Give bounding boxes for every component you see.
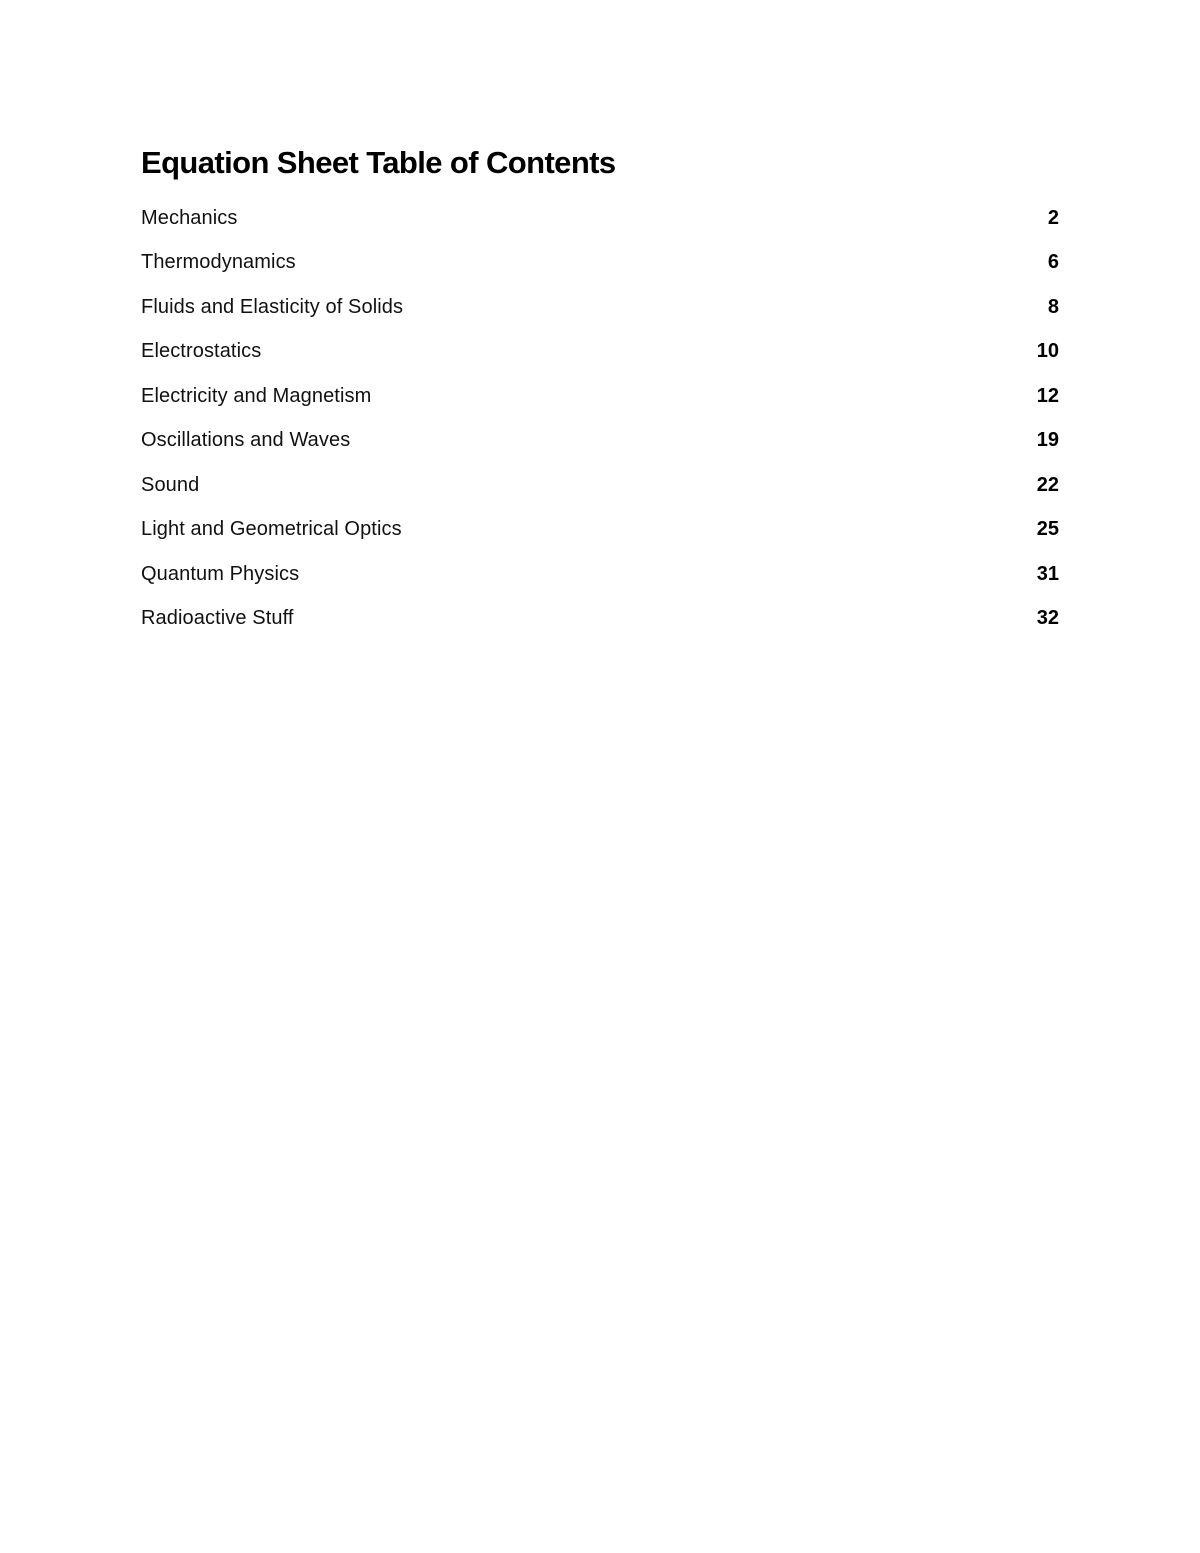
toc-entry-page-number: 19 <box>1036 429 1059 452</box>
toc-entry-fluids-and-elasticity[interactable] <box>141 285 1059 330</box>
toc-entry-page-number: 10 <box>1036 340 1059 363</box>
toc-entry-label: Oscillations and Waves <box>141 429 351 452</box>
toc-entry-electrostatics[interactable] <box>141 330 1059 375</box>
table-of-contents <box>141 196 1059 641</box>
toc-entry-page-number: 2 <box>1047 206 1059 229</box>
toc-entry-page-number: 22 <box>1036 473 1059 496</box>
toc-entry-label: Electrostatics <box>141 340 262 363</box>
toc-entry-page-number: 25 <box>1036 518 1059 541</box>
toc-entry-label: Mechanics <box>141 206 238 229</box>
toc-entry-oscillations-and-waves[interactable] <box>141 419 1059 464</box>
toc-entry-label: Electricity and Magnetism <box>141 384 372 407</box>
toc-entry-label: Fluids and Elasticity of Solids <box>141 295 404 318</box>
toc-entry-sound[interactable] <box>141 463 1059 508</box>
toc-entry-page-number: 32 <box>1036 607 1059 630</box>
toc-entry-thermodynamics[interactable] <box>141 241 1059 286</box>
toc-entry-quantum-physics[interactable] <box>141 552 1059 597</box>
toc-entry-electricity-and-magnetism[interactable] <box>141 374 1059 419</box>
toc-entry-light-and-optics[interactable] <box>141 508 1059 553</box>
toc-entry-page-number: 12 <box>1036 384 1059 407</box>
toc-entry-label: Quantum Physics <box>141 562 300 585</box>
toc-entry-page-number: 6 <box>1047 251 1059 274</box>
toc-entry-label: Radioactive Stuff <box>141 607 294 630</box>
toc-entry-page-number: 31 <box>1036 562 1059 585</box>
toc-entry-label: Light and Geometrical Optics <box>141 518 402 541</box>
toc-entry-mechanics[interactable] <box>141 196 1059 241</box>
toc-entry-label: Sound <box>141 473 200 496</box>
toc-entry-page-number: 8 <box>1047 295 1059 318</box>
toc-entry-radioactive-stuff[interactable] <box>141 597 1059 642</box>
page-title: Equation Sheet Table of Contents <box>141 145 616 180</box>
toc-entry-label: Thermodynamics <box>141 251 296 274</box>
